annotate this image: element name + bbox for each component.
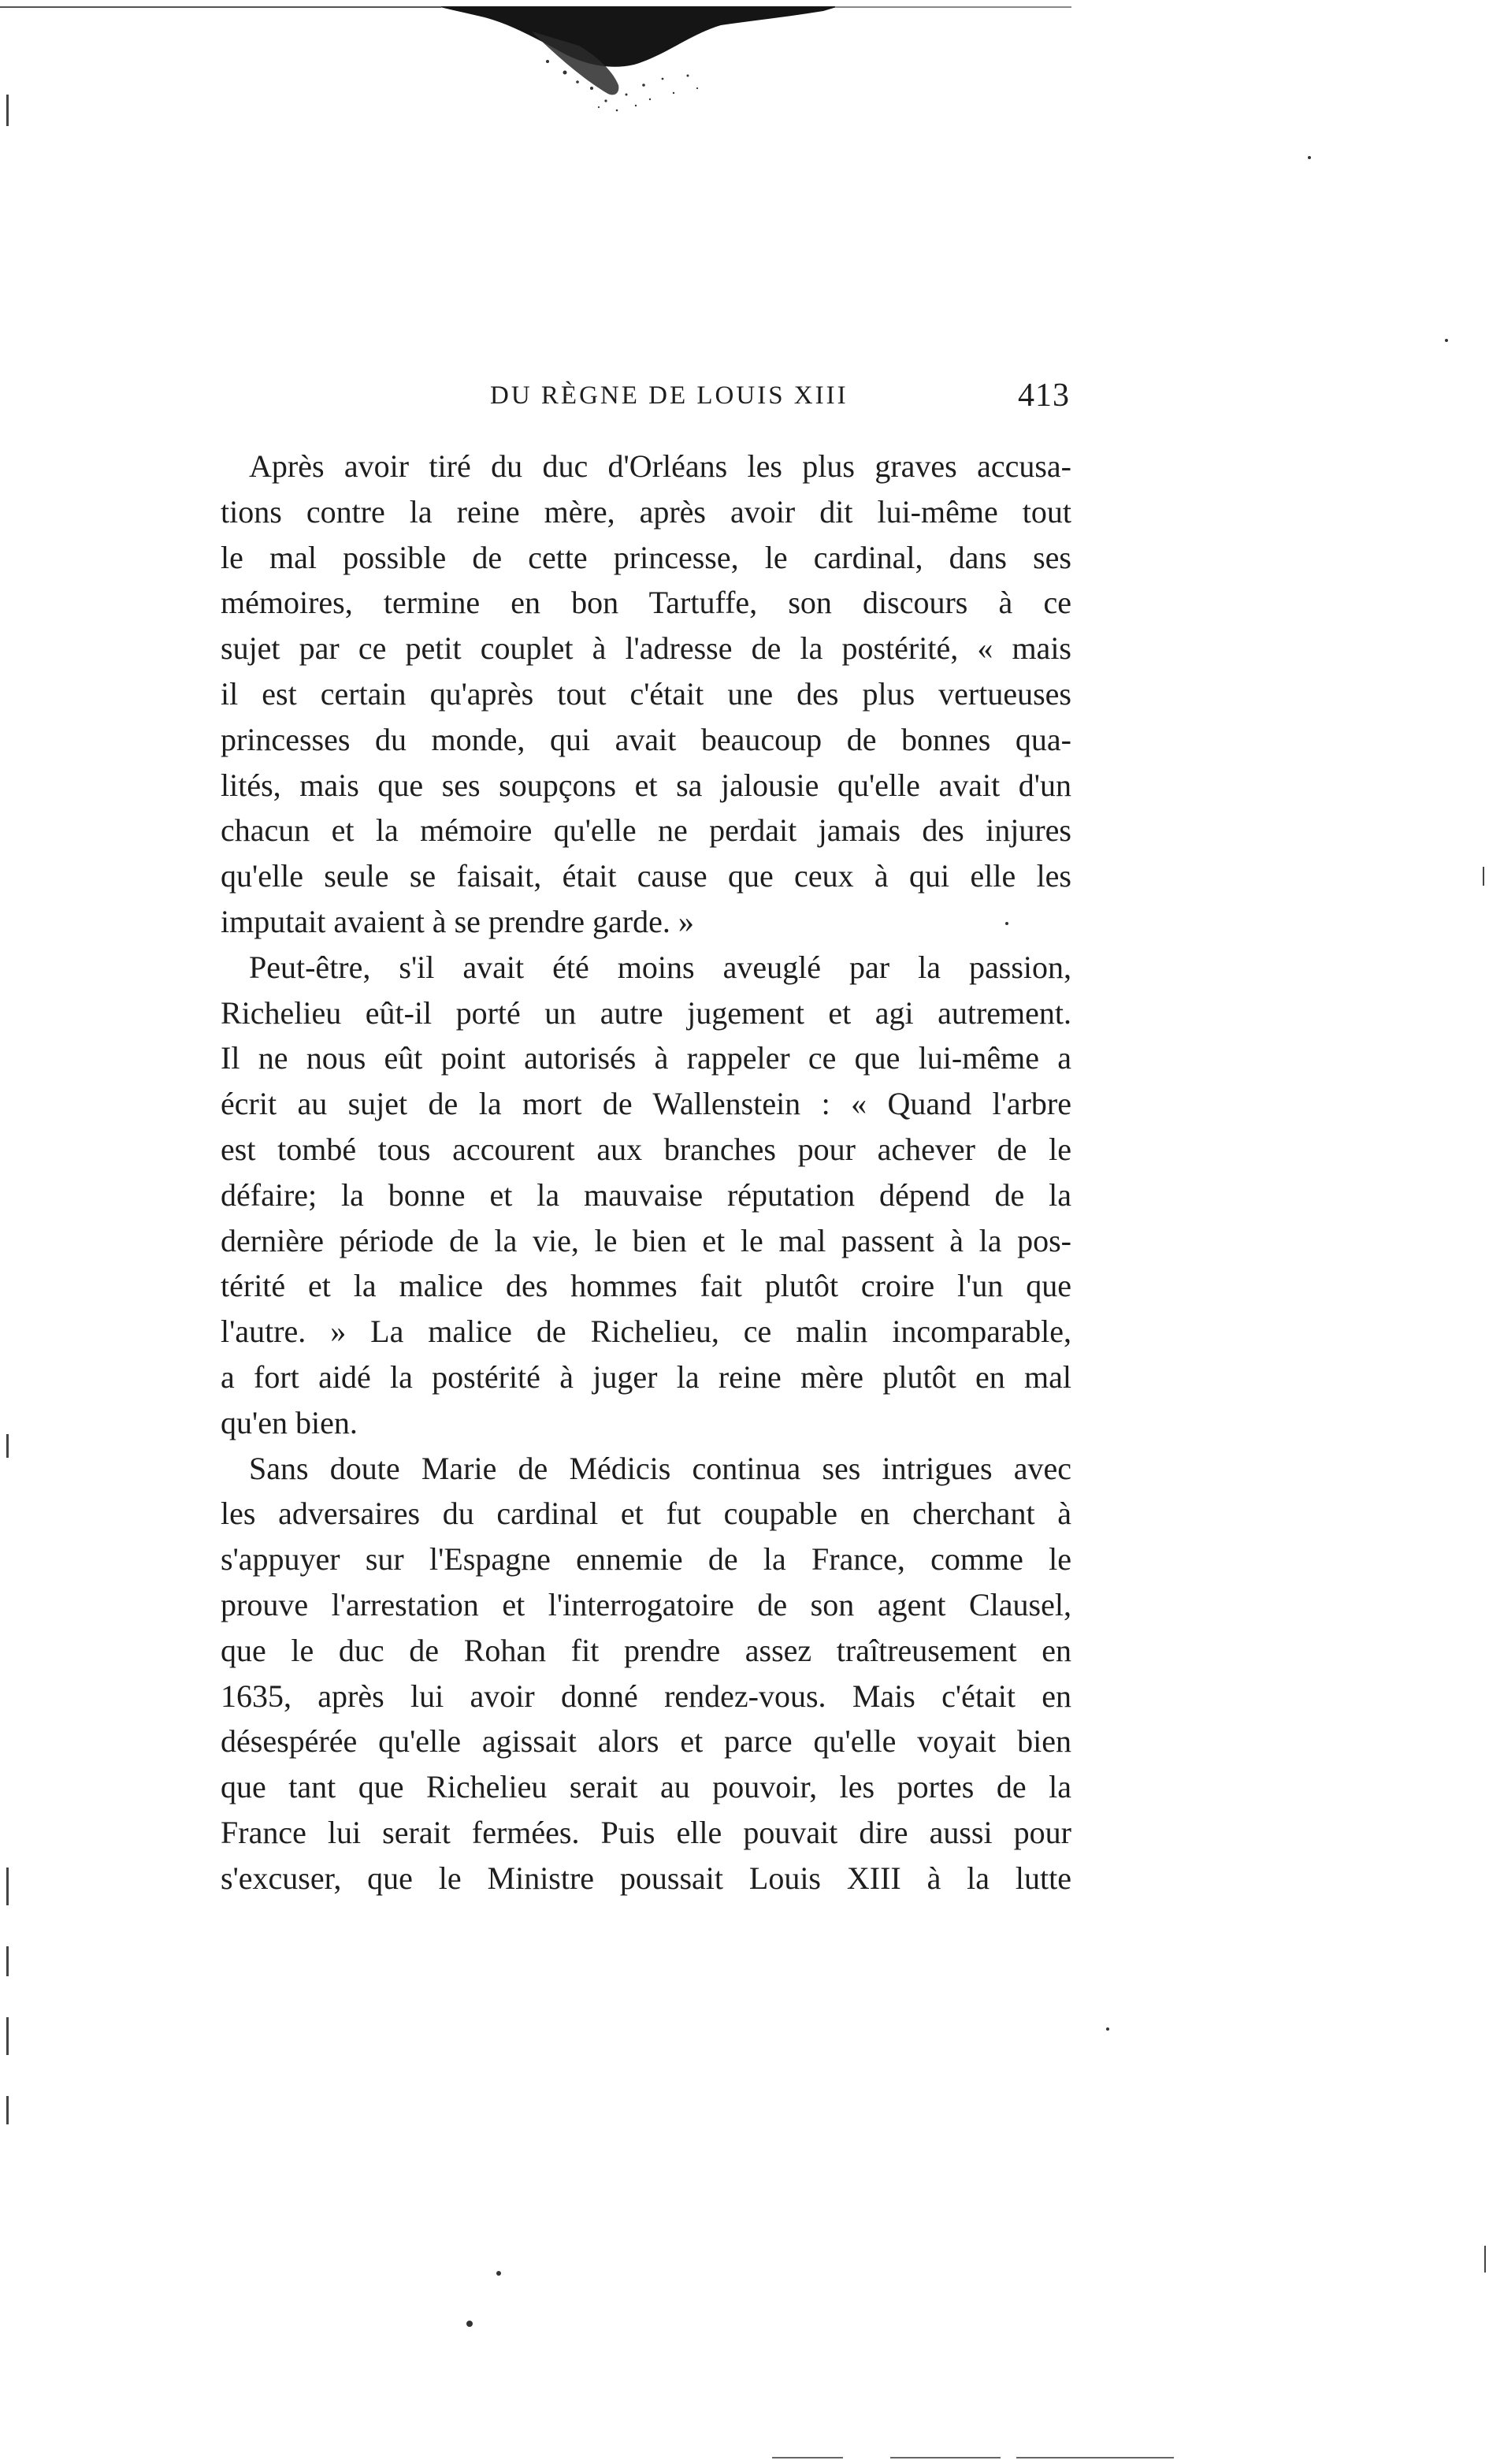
text-line: Sans doute Marie de Médicis continua ses intrigues avec xyxy=(249,1450,1071,1486)
text-line: a fort aidé la postérité à juger la reine mère plutôt en mal xyxy=(221,1358,1071,1395)
scan-margin-mark xyxy=(6,2017,9,2055)
text-line: que le duc de Rohan fit prendre assez traîtreusement en xyxy=(221,1632,1071,1668)
text-line: prouve l'arrestation et l'interrogatoire de son agent Clausel, xyxy=(221,1586,1071,1622)
scan-margin-mark xyxy=(6,2096,9,2124)
text-line: s'excuser, que le Ministre poussait Louis XIII à la lutte xyxy=(221,1860,1071,1896)
scan-margin-mark xyxy=(6,1434,9,1458)
page-number: 413 xyxy=(1018,377,1070,414)
scan-margin-mark xyxy=(6,1946,9,1976)
scan-speck xyxy=(1308,156,1311,159)
scan-margin-mark xyxy=(6,1868,9,1905)
text-line: les adversaires du cardinal et fut coupable en cherchant à xyxy=(221,1496,1071,1532)
text-line: qu'en bien. xyxy=(221,1404,358,1440)
scan-speck xyxy=(466,2321,473,2327)
paragraph xyxy=(221,1446,1071,1901)
body-text xyxy=(221,444,1071,1901)
ink-blot-stain xyxy=(437,0,839,118)
text-line: le mal possible de cette princesse, le cardinal, dans ses xyxy=(221,539,1071,575)
text-line: mémoires, termine en bon Tartuffe, son discours à ce xyxy=(221,585,1071,621)
text-line: Peut-être, s'il avait été moins aveuglé par la passion, xyxy=(249,949,1071,985)
text-line: imputait avaient à se prendre garde. » xyxy=(221,903,694,939)
scan-speck xyxy=(496,2271,501,2276)
scan-top-rule xyxy=(0,6,441,8)
text-line: est tombé tous accourent aux branches pour achever de le xyxy=(221,1131,1071,1167)
text-line: lités, mais que ses soupçons et sa jalousie qu'elle avait d'un xyxy=(221,767,1071,803)
paragraph xyxy=(221,444,1071,945)
text-line: sujet par ce petit couplet à l'adresse de la postérité, « mais xyxy=(221,630,1071,667)
text-line: défaire; la bonne et la mauvaise réputation dépend de la xyxy=(221,1176,1071,1213)
running-head xyxy=(221,377,1071,424)
text-line: qu'elle seule se faisait, était cause que ceux à qui elle les xyxy=(221,858,1071,894)
text-line: France lui serait fermées. Puis elle pouvait dire aussi pour xyxy=(221,1814,1071,1850)
text-line: Il ne nous eût point autorisés à rappeler ce que lui-même a xyxy=(221,1040,1071,1076)
scan-bottom-rule xyxy=(1016,2457,1174,2458)
scan-bottom-rule xyxy=(772,2457,843,2458)
scan-speck xyxy=(1106,2027,1109,2031)
scan-bottom-rule xyxy=(890,2457,1001,2458)
scan-margin-mark xyxy=(1484,2246,1486,2273)
text-line: s'appuyer sur l'Espagne ennemie de la France, comme le xyxy=(221,1541,1071,1578)
text-line: tions contre la reine mère, après avoir dit lui-même tout xyxy=(221,493,1071,530)
text-line: térité et la malice des hommes fait plutôt croire l'un que xyxy=(221,1268,1071,1304)
text-line: désespérée qu'elle agissait alors et parce qu'elle voyait bien xyxy=(221,1723,1071,1760)
text-line: Richelieu eût-il porté un autre jugement et agi autrement. xyxy=(221,994,1071,1031)
scan-margin-mark xyxy=(1483,867,1484,886)
running-head-title: DU RÈGNE DE LOUIS XIII xyxy=(490,381,848,410)
text-line: chacun et la mémoire qu'elle ne perdait jamais des injures xyxy=(221,812,1071,849)
text-line: que tant que Richelieu serait au pouvoir, les portes de la xyxy=(221,1769,1071,1805)
paragraph xyxy=(221,945,1071,1446)
text-line: princesses du monde, qui avait beaucoup de bonnes qua- xyxy=(221,721,1071,757)
text-line: dernière période de la vie, le bien et le mal passent à la pos- xyxy=(221,1222,1071,1258)
text-line: 1635, après lui avoir donné rendez-vous. Mais c'était en xyxy=(221,1678,1071,1714)
text-line: Après avoir tiré du duc d'Orléans les plus graves accusa- xyxy=(249,448,1071,484)
text-line: l'autre. » La malice de Richelieu, ce malin incomparable, xyxy=(221,1314,1071,1350)
scan-speck xyxy=(1445,339,1448,342)
scan-top-rule xyxy=(835,6,1071,8)
scan-margin-mark xyxy=(6,95,9,126)
text-line: il est certain qu'après tout c'était une des plus vertueuses xyxy=(221,675,1071,712)
text-line: écrit au sujet de la mort de Wallenstein : « Quand l'arbre xyxy=(221,1086,1071,1122)
